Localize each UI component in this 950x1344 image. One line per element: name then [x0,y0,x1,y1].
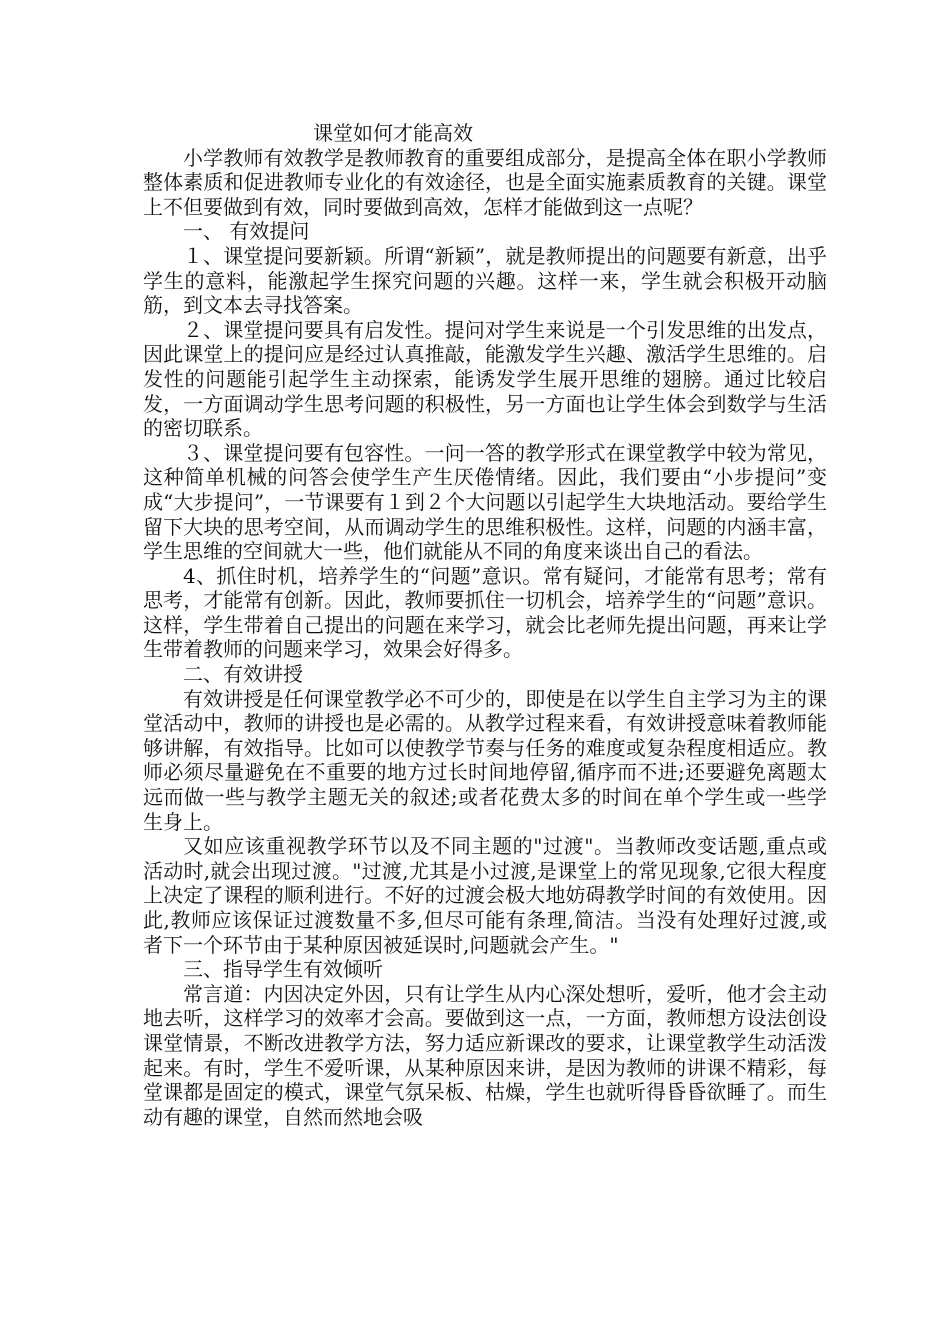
section-heading-2: 二、有效讲授 [183,662,303,687]
paragraph-lecture-2: 又如应该重视教学环节以及不同主题的"过渡"。当教师改变话题,重点或活动时,就会出现过渡。"过渡,尤其是小过渡,是课堂上的常见现象,它很大程度上决定了课程的顺利进行。不好的过渡会极大地妨碍教学时间的有效使用。因此,教师应该保证过渡数量不多,但尽可能有条理,简洁。当没有处理好过渡,或者下一个环节由于某种原因被延误时,问题就会产生。" [143,834,827,957]
paragraph-point-2: ２、课堂提问要具有启发性。提问对学生来说是一个引发思维的出发点，因此课堂上的提问应是经过认真推敲，能激发学生兴趣、激活学生思维的。启发性的问题能引起学生主动探索，能诱发学生展开思维的翅膀。通过比较启发，一方面调动学生思考问题的积极性，另一方面也让学生体会到数学与生活的密切联系。 [143,317,827,441]
document-title: 课堂如何才能高效 [313,121,473,145]
paragraph-lecture-1: 有效讲授是任何课堂教学必不可少的，即使是在以学生自主学习为主的课堂活动中，教师的讲授也是必需的。从教学过程来看，有效讲授意味着教师能够讲解，有效指导。比如可以使教学节奏与任务的难度或复杂程度相适应。教师必须尽量避免在不重要的地方过长时间地停留,循序而不进;还要避免离题太远而做一些与教学主题无关的叙述;或者花费太多的时间在单个学生或一些学生身上。 [143,686,827,834]
paragraph-listening-1: 常言道：内因决定外因，只有让学生从内心深处想听，爱听，他才会主动地去听，这样学习的效率才会高。要做到这一点，一方面，教师想方设法创设课堂情景，不断改进教学方法，努力适应新课改的要求，让课堂教学生动活泼起来。有时，学生不爱听课，从某种原因来讲，是因为教师的讲课不精彩，每堂课都是固定的模式，课堂气氛呆板、枯燥，学生也就听得昏昏欲睡了。而生动有趣的课堂，自然而然地会吸 [143,981,827,1129]
paragraph-point-1: １、课堂提问要新颖。所谓“新颖”，就是教师提出的问题要有新意，出乎学生的意料，能激起学生探究问题的兴趣。这样一来，学生就会积极开动脑筋，到文本去寻找答案。 [143,243,827,318]
paragraph-point-4: 4、抓住时机，培养学生的“问题”意识。常有疑问，才能常有思考；常有思考，才能常有创新。因此，教师要抓住一切机会，培养学生的“问题”意识。这样，学生带着自己提出的问题在来学习，就会比老师先提出问题，再来让学生带着教师的问题来学习，效果会好得多。 [143,563,827,662]
paragraph-point-3: ３、课堂提问要有包容性。一问一答的教学形式在课堂教学中较为常见，这种简单机械的问答会使学生产生厌倦情绪。因此，我们要由“小步提问”变成“大步提问”，一节课要有１到２个大问题以引起学生大块地活动。要给学生留下大块的思考空间，从而调动学生的思维积极性。这样，问题的内涵丰富，学生思维的空间就大一些，他们就能从不同的角度来谈出自己的看法。 [143,440,827,564]
section-heading-3: 三、指导学生有效倾听 [183,957,383,982]
section-heading-1: 一、 有效提问 [183,219,310,244]
document-page [143,121,827,1129]
paragraph-intro: 小学教师有效教学是教师教育的重要组成部分，是提高全体在职小学教师整体素质和促进教师专业化的有效途径，也是全面实施素质教育的关键。课堂上不但要做到有效，同时要做到高效，怎样才能做到这一点呢？ [143,145,827,219]
